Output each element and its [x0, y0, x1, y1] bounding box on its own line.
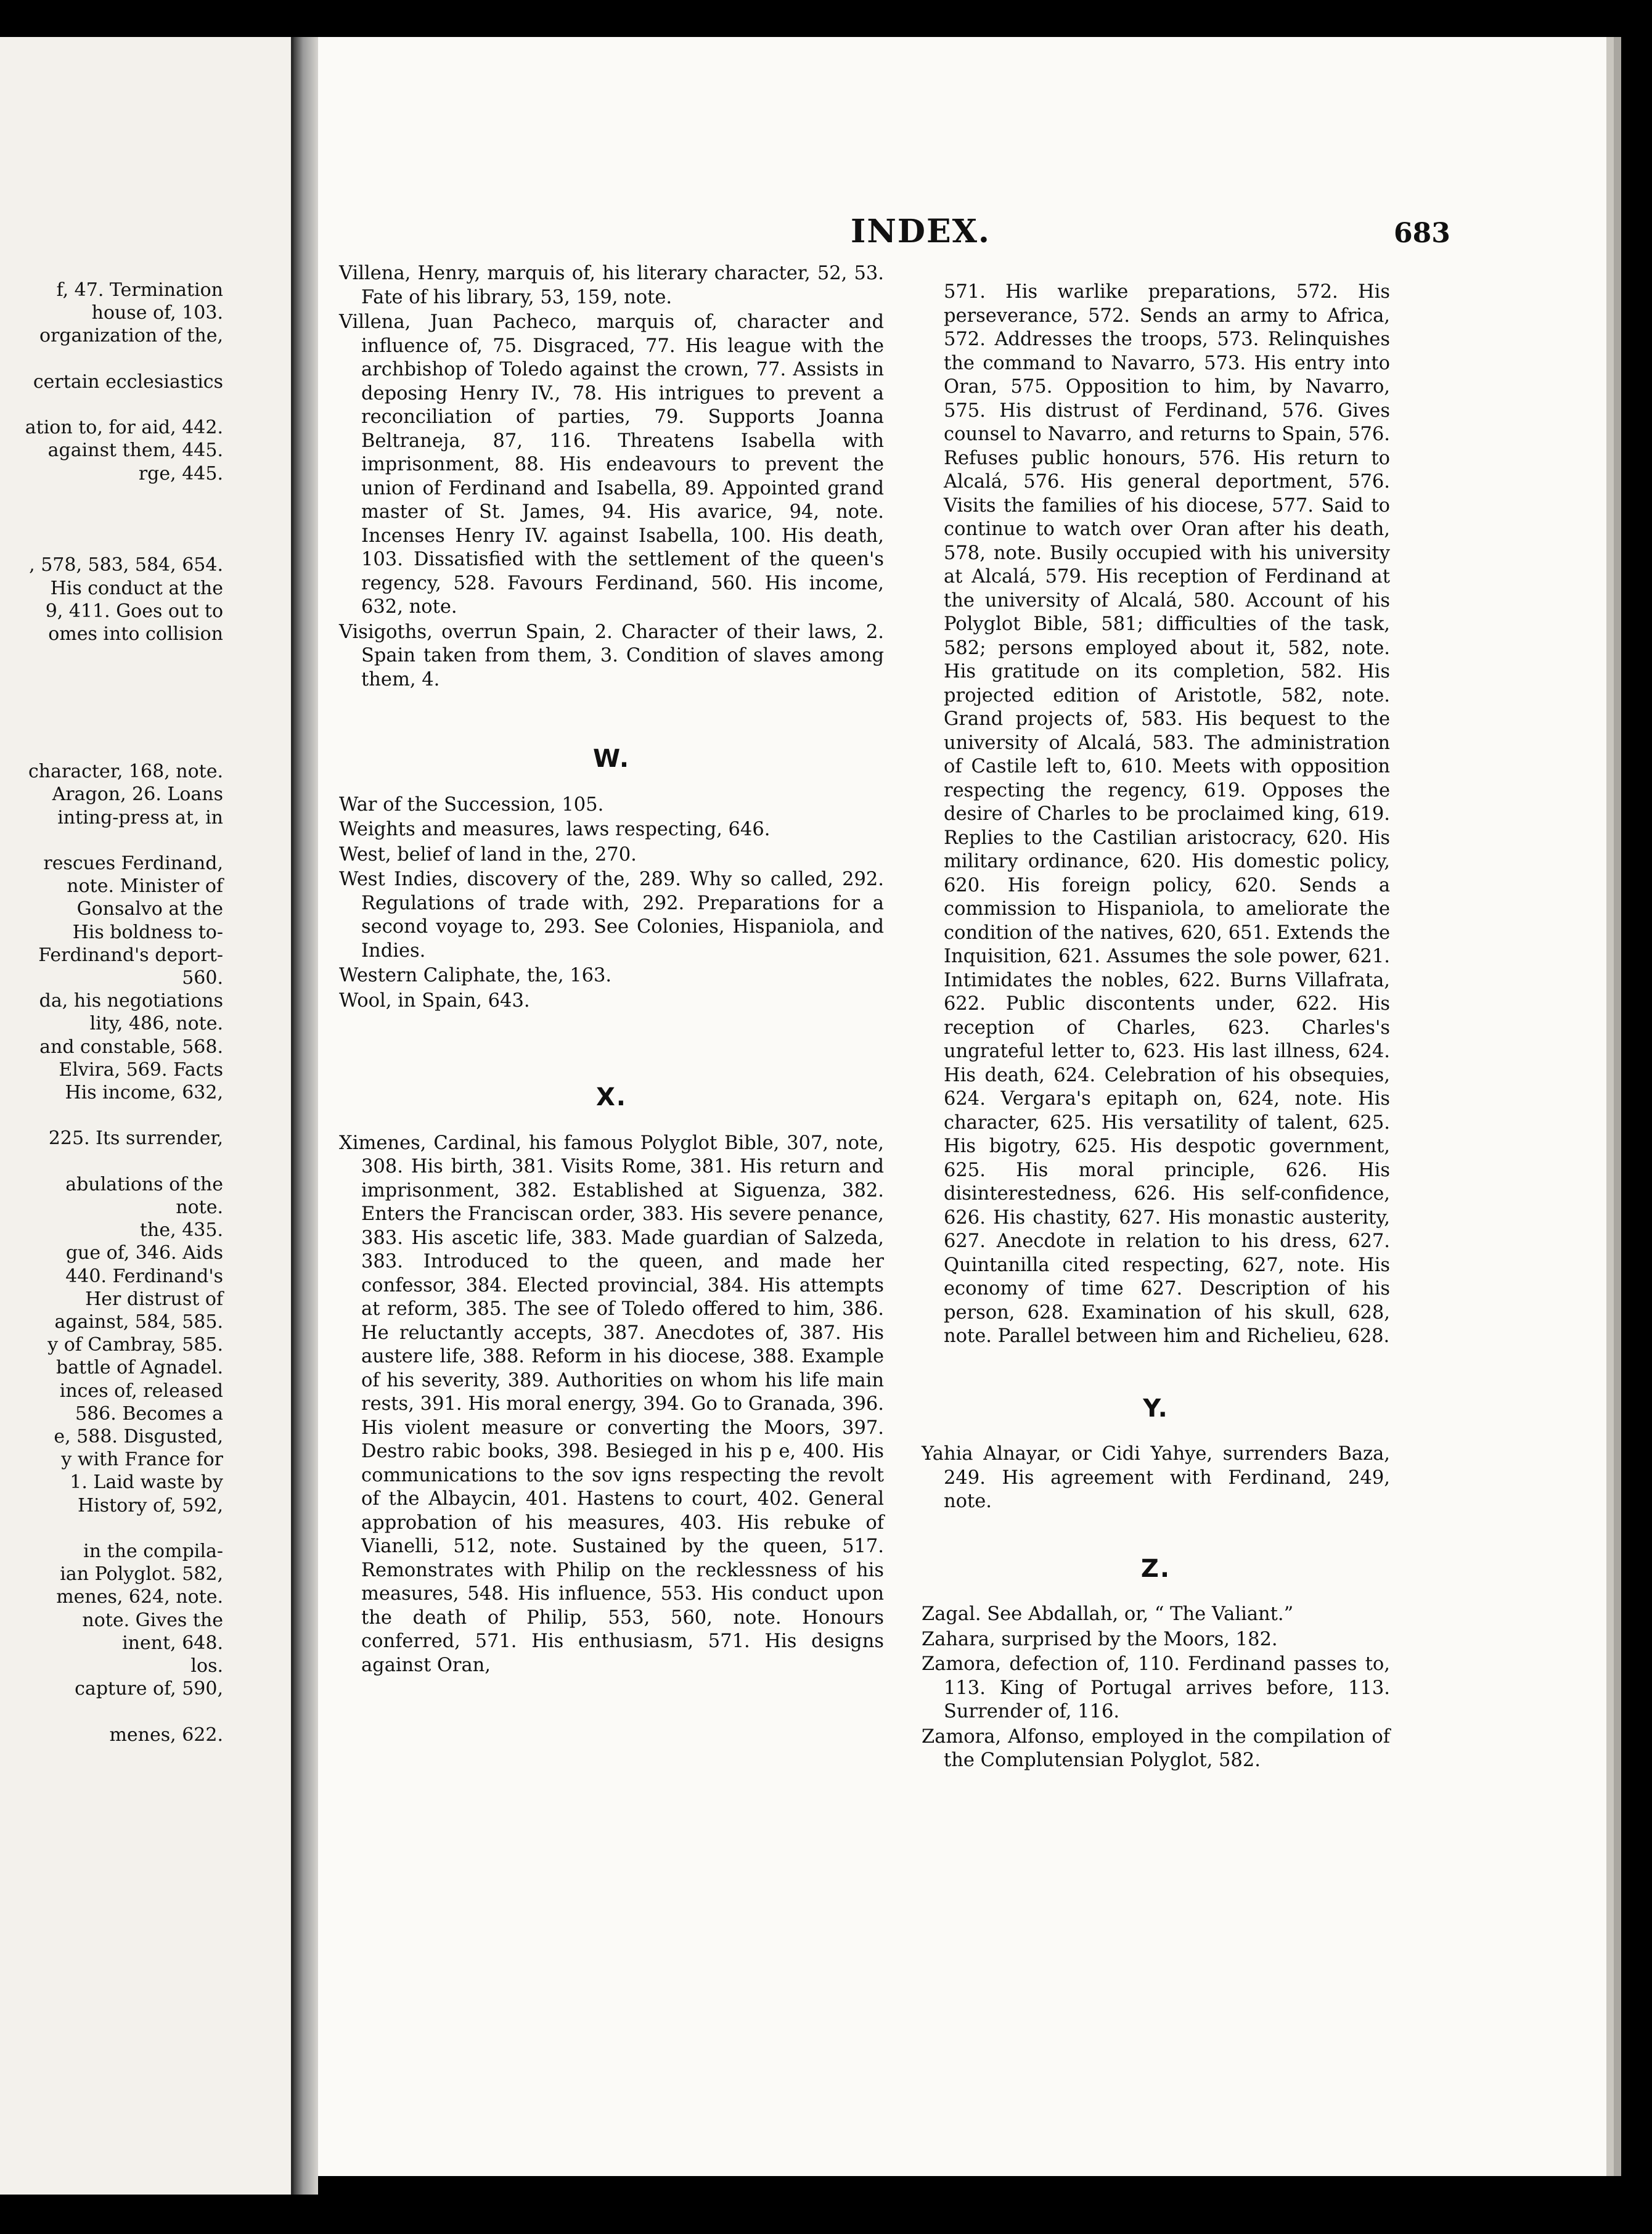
index-entry: Wool, in Spain, 643.	[339, 989, 530, 1012]
left-page-fragment: against them, 445.	[47, 440, 223, 462]
left-page-fragment: f, 47. Termination	[56, 279, 223, 301]
left-page-fragment: 9, 411. Goes out to	[45, 600, 223, 622]
index-entry-ximenes-continued: 571. His warlike preparations, 572. His perseverance, 572. Sends an army to Africa, 572. Addresses the troops, 573. Relinquishes the command to Navarro, 573. His entry into Oran, 575. Opposition to him, by Navarro, 575. His distrust of Ferdinand, 576. Gives counsel to Navarro, and returns to Spain, 576. Refuses public honours, 576. His return to Alcalá, 576. His general deportment, 576. Visits the families of his diocese, 577. Said to continue to watch over Oran after his death, 578, note. Busily occupied with his university at Alcalá, 579. His reception of Ferdinand at the university of Alcalá, 580. Account of his Polyglot Bible, 581; difficulties of the task, 582; persons employed about it, 582, note. His gratitude on its completion, 582. His projected edition of Aristotle, 582, note. Grand projects of, 583. His bequest to the university of Alcalá, 583. The administration of Castile left to, 610. Meets with opposition respecting the regency, 619. Opposes the desire of Charles to be proclaimed king, 619. Replies to the Castilian aristocracy, 620. His military ordinance, 620. His domestic policy, 620. His foreign policy, 620. Sends a commission to Hispaniola, to ameliorate the condition of the natives, 620, 651. Extends the Inquisition, 621. Assumes the sole power, 621. Intimidates the nobles, 622. Burns Villafrata, 622. Public discontents under, 622. His reception of Charles, 623. Charles's ungrateful letter to, 623. His last illness, 624. His death, 624. Celebration of his obsequies, 624. Vergara's epitaph on, 624, note. His character, 625. His versatility of talent, 625. His bigotry, 625. His despotic government, 625. His moral principle, 626. His disinterestedness, 626. His self-confidence, 626. His chastity, 627. His monastic austerity, 627. Anecdote in relation to his dress, 627. Quintanilla cited respecting, 627, note. His economy of time 627. Description of his person, 628. Examination of his skull, 628, note. Parallel between him and Richelieu, 628.	[944, 281, 1390, 1347]
left-page-fragment: y of Cambray, 585.	[47, 1334, 223, 1356]
left-page-fragment: certain ecclesiastics	[33, 370, 223, 393]
index-entry: Visigoths, overrun Spain, 2. Character of their laws, 2. Spain taken from them, 3. Condition of slaves among them, 4.	[339, 621, 884, 690]
left-page-fragment: y with France for	[61, 1449, 223, 1471]
index-entry: West Indies, discovery of the, 289. Why so called, 292. Regulations of trade with, 292. Preparations for a second voyage to, 293. See Colonies, Hispaniola, and Indies.	[339, 869, 884, 962]
left-page-fragment: Elvira, 569. Facts	[59, 1058, 223, 1081]
left-page-fragment: 225. Its surrender,	[48, 1127, 223, 1150]
left-page-fragment: the, 435.	[140, 1219, 223, 1242]
left-page-fragment: los.	[190, 1655, 223, 1677]
left-page-fragment: His boldness to-	[72, 921, 223, 943]
left-page-fragment: omes into collision	[48, 623, 223, 645]
left-page-fragment: abulations of the	[65, 1173, 223, 1195]
left-page-fragment: ation to, for aid, 442.	[25, 417, 223, 439]
left-page-fragment: inting-press at, in	[57, 806, 223, 829]
right-page	[318, 37, 1606, 2176]
page-number: 683	[1394, 218, 1450, 249]
left-page-fragment: ian Polyglot. 582,	[60, 1563, 223, 1585]
left-page-fragment: menes, 622.	[109, 1724, 223, 1746]
left-page-fragment: His income, 632,	[65, 1082, 223, 1103]
index-entry-ximenes: Ximenes, Cardinal, his famous Polyglot Bible, 307, note, 308. His birth, 381. Visits Rome, 381. His return and imprisonment, 382. Established at Siguenza, 382. Enters the Franciscan order, 383. His severe penance, 383. His ascetic life, 383. Made guardian of Salzeda, 383. Introduced to the queen, and made her confessor, 384. Elected provincial, 384. His attempts at reform, 385. The see of Toledo offered to him, 386. He reluctantly accepts, 387. Anecdotes of, 387. His austere life, 388. Reform in his diocese, 388. Example of his severity, 389. Authorities on whom his life main rests, 391. His moral energy, 394. Go to Granada, 396. His violent measure or converting the Moors, 397. Destro rabic books, 398. Besieged in his p e, 400. His communications to the sov igns respecting the revolt of the Albaycin, 401. Hastens to court, 402. General approbation of his measures, 403. His rebuke of Vianelli, 512, note. Sustained by the queen, 517. Remonstrates with Philip on the recklessness of his measures, 548. His influence, 553. His conduct upon the death of Philip, 553, 560, note. Honours conferred, 571. His enthusiasm, 571. His designs against Oran,	[339, 1132, 884, 1676]
left-page-fragment: 560.	[182, 967, 223, 989]
left-page-fragment: against, 584, 585.	[54, 1311, 223, 1333]
page-header	[318, 213, 1606, 250]
left-page-fragment: , 578, 583, 584, 654.	[29, 554, 223, 576]
section-letter-y: Y.	[1143, 1394, 1169, 1423]
left-page-fragment: rge, 445.	[138, 462, 223, 485]
left-page-fragment: Aragon, 26. Loans	[52, 784, 223, 806]
index-entry: West, belief of land in the, 270.	[339, 843, 637, 865]
left-page-fragment: Gonsalvo at the	[76, 898, 223, 920]
index-entry: Villena, Juan Pacheco, marquis of, character and influence of, 75. Disgraced, 77. His league with the archbishop of Toledo against the crown, 77. Assists in deposing Henry IV., 78. His intrigues to prevent a reconciliation of parties, 79. Supports Joanna Beltraneja, 87, 116. Threatens Isabella with imprisonment, 88. His endeavours to prevent the union of Ferdinand and Isabella, 89. Appointed grand master of St. James, 94. His avarice, 94, note. Incenses Henry IV. against Isabella, 100. His death, 103. Dissatisfied with the settlement of the queen's regency, 528. Favours Ferdinand, 560. His income, 632, note.	[339, 311, 884, 618]
left-page-fragment: 586. Becomes a	[75, 1402, 223, 1425]
index-entry: Yahia Alnayar, or Cidi Yahye, surrenders Baza, 249. His agreement with Ferdinand, 249, note.	[922, 1443, 1390, 1512]
section-letter-w: W.	[592, 745, 631, 773]
left-page-fragment: and constable, 568.	[39, 1036, 223, 1058]
left-page-fragment: da, his negotiations	[39, 990, 223, 1012]
left-page-fragment: inces of, released	[59, 1380, 223, 1402]
index-entry: Zagal. See Abdallah, or, “ The Valiant.”	[922, 1603, 1294, 1625]
left-page-fragment: in the compila-	[83, 1540, 223, 1562]
index-entry: Western Caliphate, the, 163.	[339, 965, 612, 986]
book-gutter	[293, 37, 318, 2195]
index-entry: Weights and measures, laws respecting, 646.	[339, 819, 771, 840]
section-letter-z: Z.	[1140, 1554, 1171, 1583]
index-column-right	[922, 280, 1390, 1774]
left-page-fragment: rescues Ferdinand,	[43, 853, 223, 874]
w-entries	[339, 793, 884, 1013]
v-entries	[339, 262, 884, 692]
left-page-fragment: inent, 648.	[122, 1632, 223, 1654]
section-letter-x: X.	[595, 1083, 628, 1111]
left-page	[0, 37, 293, 2195]
running-title: INDEX.	[851, 213, 991, 250]
left-page-fragment: 1. Laid waste by	[70, 1471, 223, 1494]
left-page-fragment: capture of, 590,	[75, 1678, 223, 1700]
left-page-fragment: History of, 592,	[77, 1494, 223, 1516]
left-page-fragment: house of, 103.	[91, 302, 223, 324]
index-entry: War of the Succession, 105.	[339, 793, 604, 816]
left-page-fragment: Her distrust of	[85, 1288, 223, 1310]
left-page-fragment: battle of Agnadel.	[56, 1357, 223, 1379]
index-entry: Zamora, defection of, 110. Ferdinand passes to, 113. King of Portugal arrives before, 113. Surrender of, 116.	[922, 1653, 1390, 1722]
left-page-fragment: note.	[176, 1197, 223, 1218]
left-page-fragment: note. Gives the	[82, 1609, 223, 1631]
left-page-fragment: e, 588. Disgusted,	[54, 1426, 223, 1447]
left-page-fragment: 440. Ferdinand's	[65, 1265, 223, 1287]
index-entry: Villena, Henry, marquis of, his literary character, 52, 53. Fate of his library, 53, 159, note.	[339, 263, 884, 308]
index-column-left	[339, 262, 884, 1679]
left-page-fragment: gue of, 346. Aids	[65, 1242, 223, 1264]
left-page-fragment: menes, 624, note.	[56, 1586, 223, 1608]
left-page-fragment: organization of the,	[39, 325, 223, 347]
left-page-fragment: note. Minister of	[67, 875, 223, 898]
index-entry: Zamora, Alfonso, employed in the compilation of the Complutensian Polyglot, 582.	[922, 1725, 1390, 1771]
left-page-fragment: His conduct at the	[50, 577, 223, 599]
left-page-fragment: lity, 486, note.	[89, 1013, 223, 1035]
left-page-fragment: Ferdinand's deport-	[38, 944, 223, 966]
left-page-fragment: character, 168, note.	[28, 761, 223, 783]
index-entry: Zahara, surprised by the Moors, 182.	[922, 1628, 1278, 1650]
